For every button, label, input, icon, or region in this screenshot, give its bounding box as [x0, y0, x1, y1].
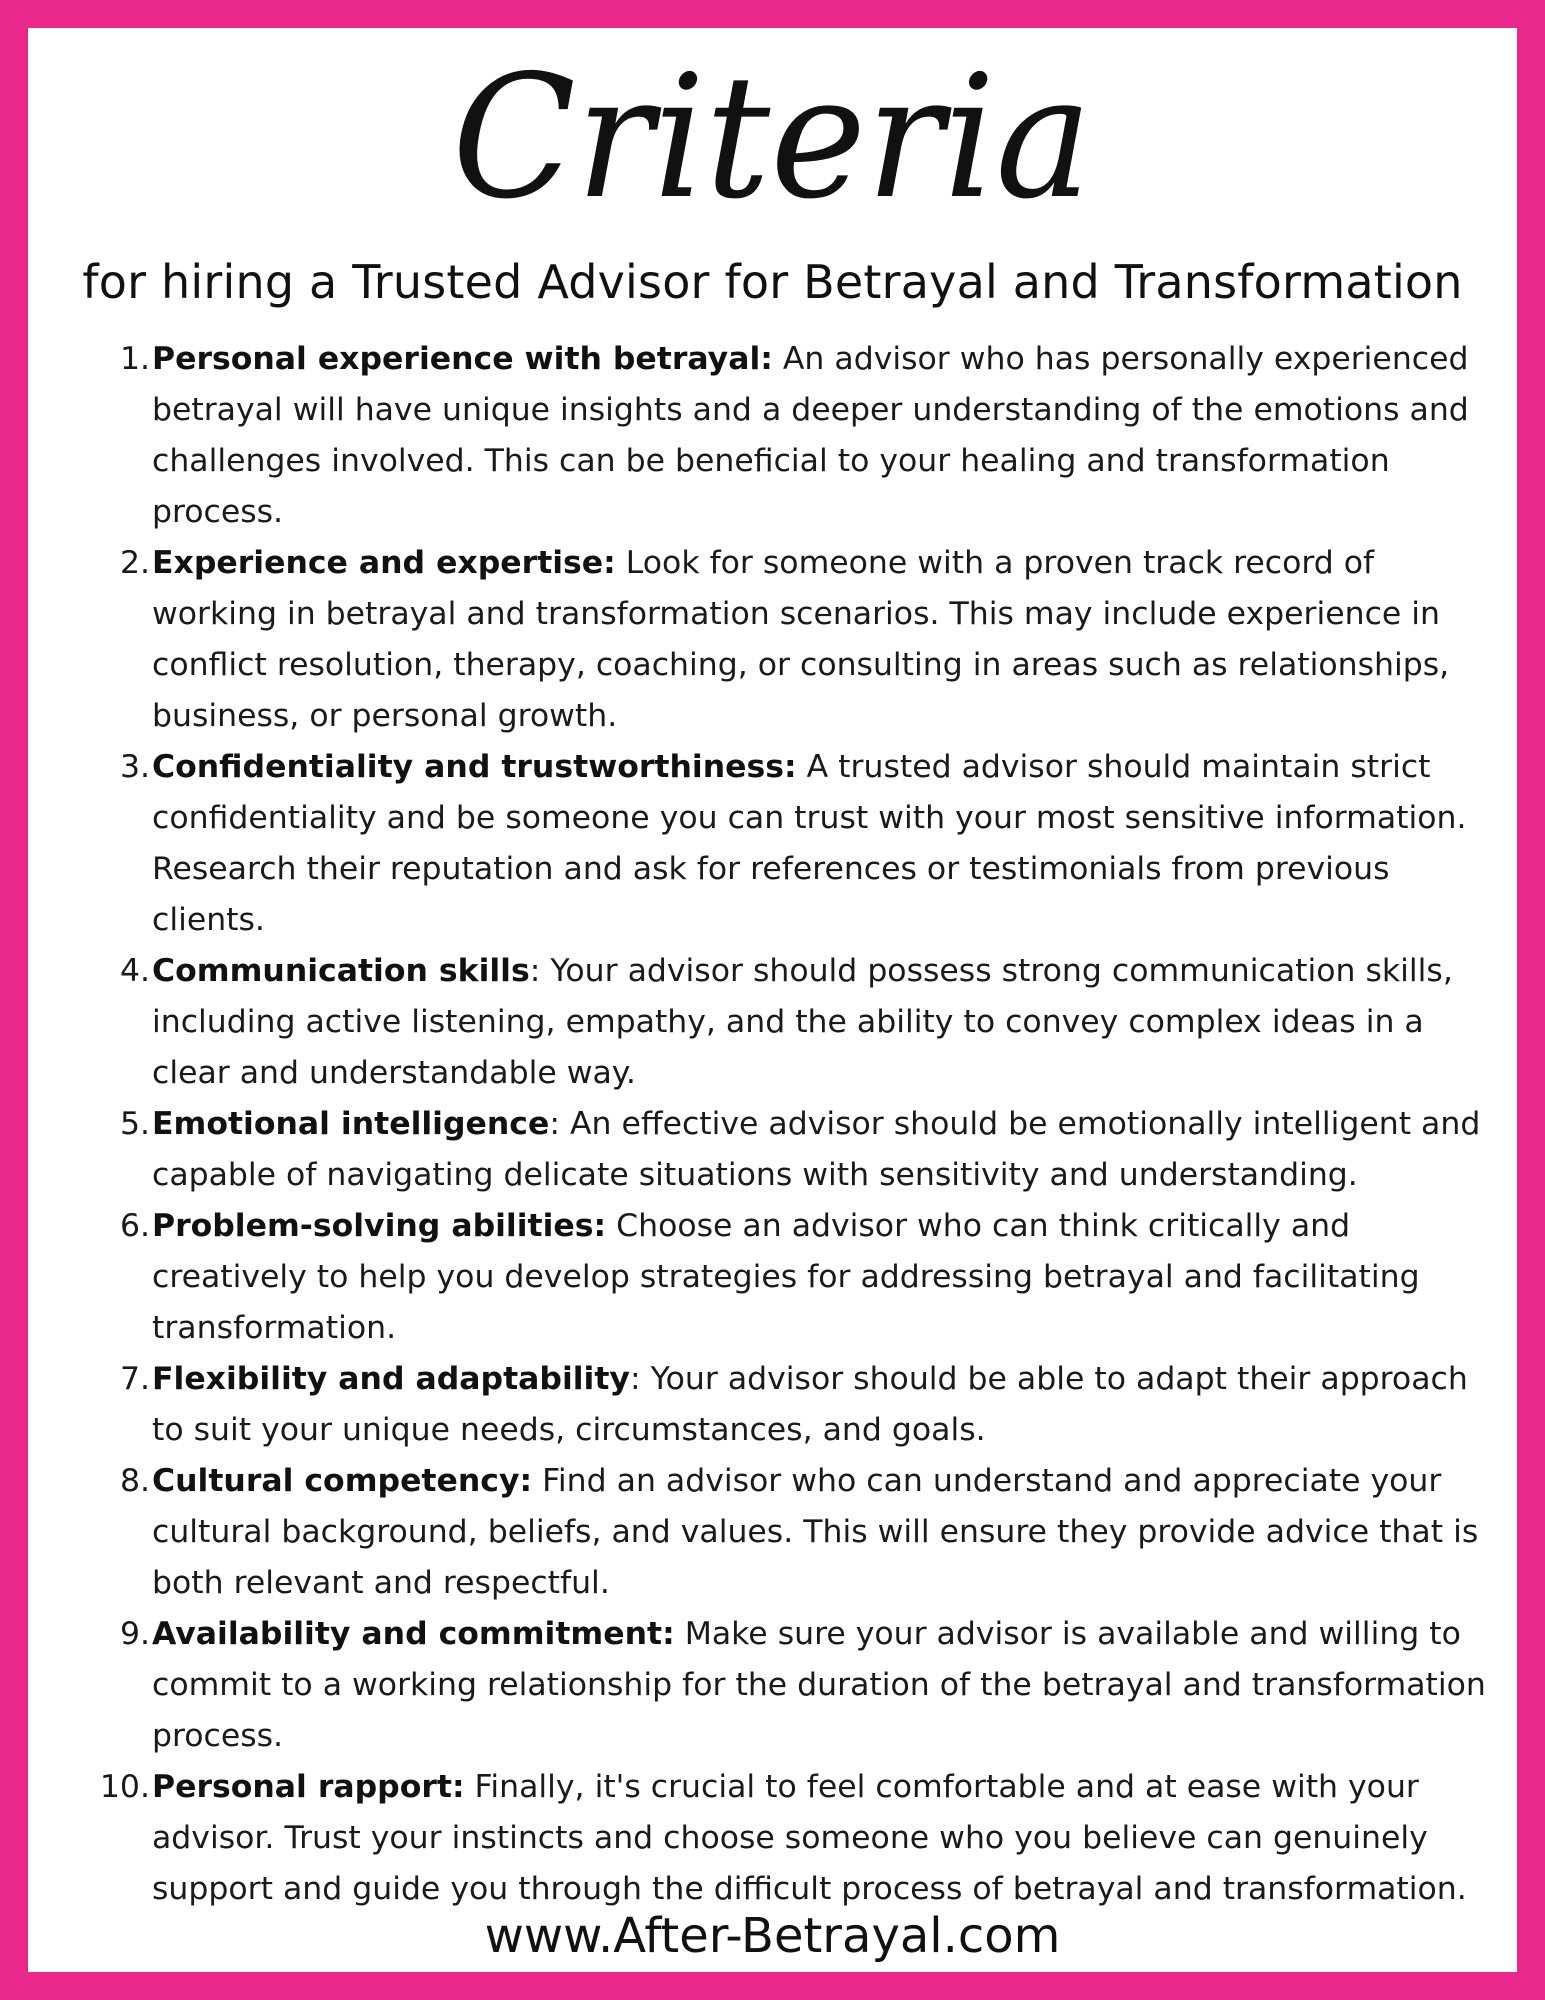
item-term: Availability and commitment: [152, 1616, 675, 1652]
item-term: Personal rapport: [152, 1769, 465, 1805]
script-title [28, 28, 1517, 248]
item-term: Confidentiality and trustworthiness: [152, 749, 797, 785]
criteria-item [56, 1456, 1496, 1609]
page-subtitle: for hiring a Trusted Advisor for Betrayal and Transformation [82, 255, 1463, 309]
criteria-item [56, 1609, 1496, 1762]
item-term: Flexibility and adaptability [152, 1361, 630, 1397]
criteria-item [56, 1099, 1496, 1201]
item-number: 1. [119, 341, 150, 377]
criteria-item [56, 538, 1496, 742]
item-number: 4. [119, 953, 150, 989]
item-term: Cultural competency: [152, 1463, 533, 1499]
criteria-item [56, 1762, 1496, 1915]
criteria-item [56, 1354, 1496, 1456]
item-description: Make sure your advisor is available and willing to commit to a working relationship for the duration of the betrayal and transformation process. [152, 1616, 1486, 1754]
item-term: Experience and expertise: [152, 545, 616, 581]
item-number: 3. [119, 749, 150, 785]
item-description: : Your advisor should possess strong communication skills, including active listening, empathy, and the ability to convey complex ideas in a clear and understandable way. [152, 953, 1453, 1091]
item-description: Look for someone with a proven track record of working in betrayal and transformation scenarios. This may include experience in conflict resolution, therapy, coaching, or consulting in areas such as relationships, business, or personal growth. [152, 545, 1450, 734]
item-term: Personal experience with betrayal: [152, 341, 773, 377]
item-description: A trusted advisor should maintain strict confidentiality and be someone you can trust with your most sensitive information. Research their reputation and ask for references or testimonials from previous clients. [152, 749, 1467, 938]
document-page [28, 28, 1517, 1972]
item-number: 2. [119, 545, 150, 581]
item-term: Emotional intelligence [152, 1106, 550, 1142]
item-number: 8. [119, 1463, 150, 1499]
item-term: Problem-solving abilities: [152, 1208, 607, 1244]
footer-website-url: www.After-Betrayal.com [484, 1908, 1061, 1964]
criteria-item [56, 1201, 1496, 1354]
item-description: : An effective advisor should be emotionally intelligent and capable of navigating delicate situations with sensitivity and understanding. [152, 1106, 1481, 1193]
criteria-item [56, 334, 1496, 538]
item-description: Finally, it's crucial to feel comfortable and at ease with your advisor. Trust your instincts and choose someone who you believe can genuinely support and guide you through the difficult process of betrayal and transformation. [152, 1769, 1467, 1907]
item-term: Communication skills [152, 953, 530, 989]
item-description: An advisor who has personally experienced betrayal will have unique insights and a deeper understanding of the emotions and challenges involved. This can be beneficial to your healing and transformation process. [152, 341, 1469, 530]
item-description: Find an advisor who can understand and appreciate your cultural background, beliefs, and values. This will ensure they provide advice that is both relevant and respectful. [152, 1463, 1479, 1601]
script-title-art [28, 28, 1517, 248]
page-title: Criteria [452, 39, 1092, 237]
item-description: : Your advisor should be able to adapt their approach to suit your unique needs, circumstances, and goals. [152, 1361, 1468, 1448]
criteria-item [56, 742, 1496, 946]
item-description: Choose an advisor who can think critically and creatively to help you develop strategies for addressing betrayal and facilitating transformation. [152, 1208, 1420, 1346]
item-number: 9. [119, 1616, 150, 1652]
criteria-item [56, 946, 1496, 1099]
criteria-list [56, 334, 1496, 1915]
item-number: 10. [99, 1769, 150, 1805]
item-number: 6. [119, 1208, 150, 1244]
item-number: 7. [119, 1361, 150, 1397]
item-number: 5. [119, 1106, 150, 1142]
